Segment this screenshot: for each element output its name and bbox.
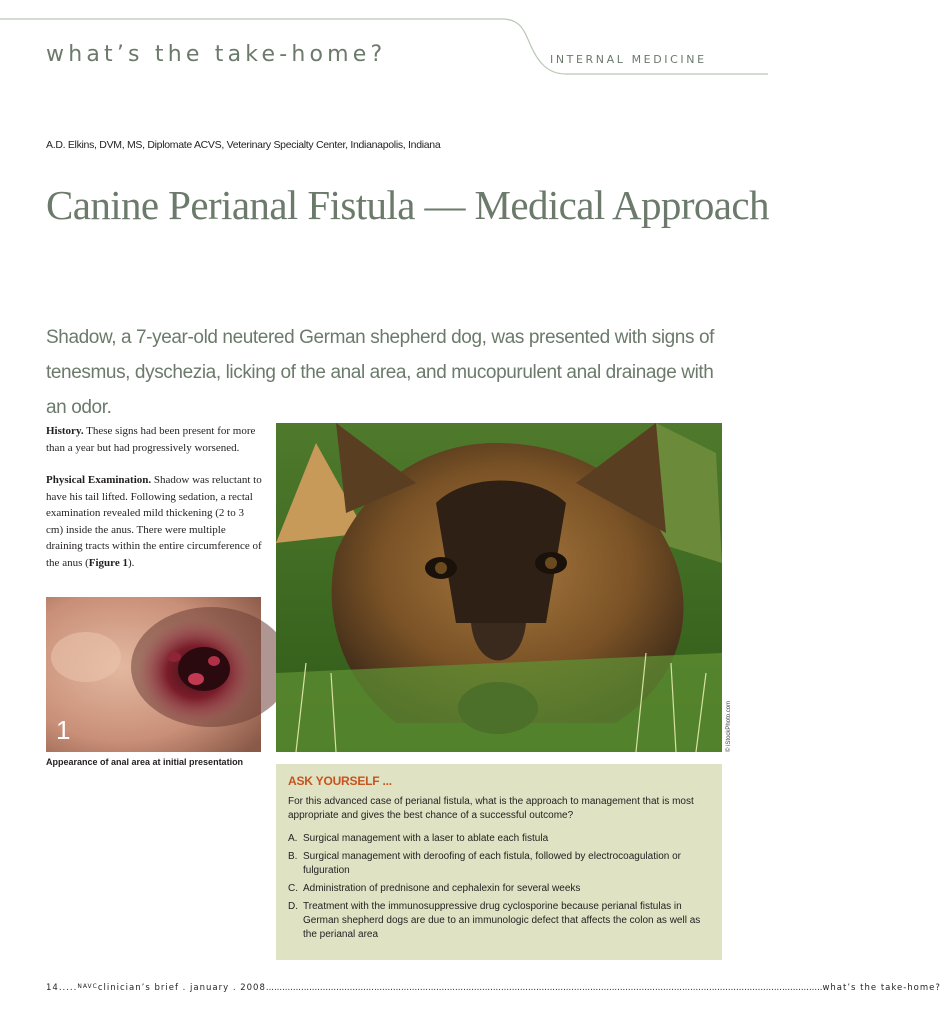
ask-question: For this advanced case of perianal fistula, what is the approach to management that is most appropriate and gives the best chance of a successful outcome? <box>288 796 694 821</box>
page-number: 14 <box>46 983 59 993</box>
footer-lead-dots: ..... <box>58 983 78 993</box>
footer-dot-leader: .............................................................................................................................................................................................................. <box>265 983 823 993</box>
option-letter: D. <box>288 901 298 912</box>
history-label: History. <box>46 425 84 437</box>
ask-heading: ASK YOURSELF ... <box>288 774 392 788</box>
page-footer <box>46 983 941 993</box>
answer-options <box>288 832 710 942</box>
option-text: Administration of prednisone and cephalexin for several weeks <box>303 883 581 894</box>
figure-number: 1 <box>56 715 71 745</box>
figure-1-illustration <box>46 597 261 752</box>
history-paragraph <box>46 423 262 456</box>
option-letter: C. <box>288 883 298 894</box>
option-letter: A. <box>288 833 298 844</box>
footer-brand: NAVC <box>77 983 98 990</box>
series-title: what’s the take-home? <box>46 42 387 67</box>
footer-section-title: what’s the take-home? <box>822 983 941 993</box>
section-label: INTERNAL MEDICINE <box>550 53 707 66</box>
exam-label: Physical Examination. <box>46 474 152 486</box>
option-text: Surgical management with deroofing of each fistula, followed by electrocoagulation or fulguration <box>303 851 681 876</box>
article-title: Canine Perianal Fistula — Medical Approach <box>46 182 769 228</box>
answer-option <box>288 832 710 846</box>
footer-publication: clinician’s brief . january . 2008 <box>97 983 266 993</box>
exam-paragraph <box>46 472 262 571</box>
answer-option <box>288 882 710 896</box>
figure-1-caption: Appearance of anal area at initial presentation <box>46 757 244 767</box>
answer-option <box>288 850 710 878</box>
dog-photo <box>276 423 722 752</box>
option-letter: B. <box>288 851 298 862</box>
ask-yourself-box <box>276 764 722 960</box>
figure-1-image <box>46 597 261 752</box>
answer-option <box>288 900 710 942</box>
history-text: These signs had been present for more than a year but had progressively worsened. <box>46 425 256 454</box>
article-lede: Shadow, a 7-year-old neutered German shepherd dog, was presented with signs of tenesmus, dyschezia, licking of the anal area, and mucopurulent anal drainage with an odor. <box>46 327 714 418</box>
header-rule <box>0 0 768 80</box>
case-text-column <box>46 423 262 587</box>
german-shepherd-illustration <box>276 423 722 752</box>
author-byline: A.D. Elkins, DVM, MS, Diplomate ACVS, Veterinary Specialty Center, Indianapolis, Indiana <box>46 139 441 151</box>
photo-credit: © iStockPhoto.com <box>726 700 732 752</box>
option-text: Treatment with the immunosuppressive drug cyclosporine because perianal fistulas in German shepherd dogs are due to an immunologic defect that affects the colon as well as the perianal area <box>303 901 701 940</box>
exam-text: Shadow was reluctant to have his tail lifted. Following sedation, a rectal examination revealed mild thickening (2 to 3 cm) inside the anus. There were multiple draining tracts within the entire circumference of the anus ( <box>46 474 262 569</box>
option-text: Surgical management with a laser to ablate each fistula <box>303 833 549 844</box>
figure-1-reference: Figure 1 <box>88 556 128 569</box>
exam-text-end: ). <box>127 556 135 569</box>
